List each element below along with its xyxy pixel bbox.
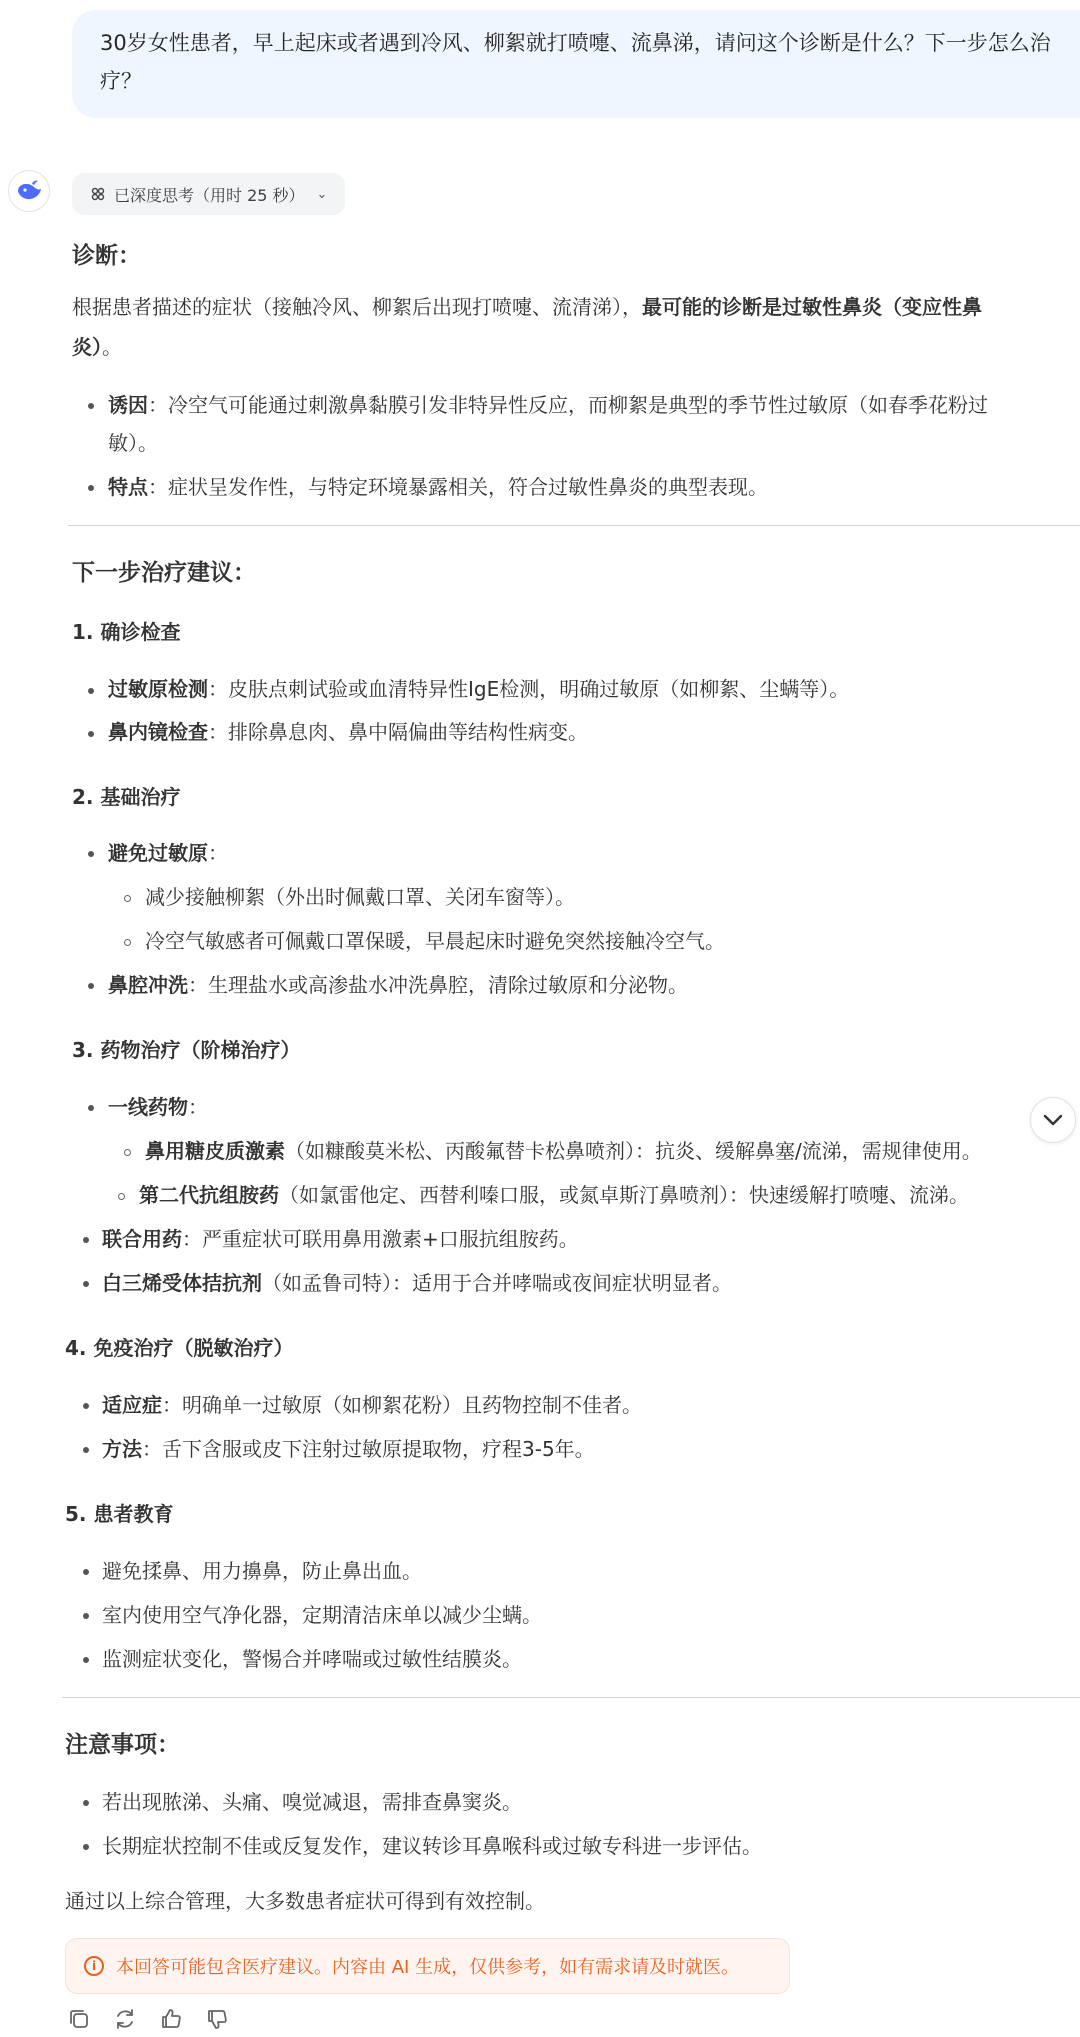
whale-logo-icon bbox=[15, 180, 43, 202]
bullet-dot bbox=[83, 1613, 89, 1619]
list-item-text: ：生理盐水或高渗盐水冲洗鼻腔，清除过敏原和分泌物。 bbox=[188, 973, 688, 997]
list-item-label: 方法 bbox=[102, 1437, 142, 1461]
user-message-bubble bbox=[72, 10, 1080, 118]
chevron-down-icon bbox=[1043, 1114, 1063, 1126]
thinking-label: 已深度思考（用时 25 秒） bbox=[114, 185, 305, 205]
diagnosis-conclusion: 最可能的诊断是过敏性鼻炎（变应性鼻 bbox=[642, 295, 982, 319]
bullet-dot bbox=[88, 1105, 94, 1111]
list-item-label: 鼻内镜检查 bbox=[108, 720, 208, 744]
list-item-label: 一线药物 bbox=[108, 1095, 188, 1119]
list-item-label: 联合用药 bbox=[102, 1227, 182, 1251]
sub-list-item-steroid bbox=[145, 1136, 982, 1166]
list-item-trigger bbox=[108, 390, 988, 420]
user-message-text: 30岁女性患者，早上起床或者遇到冷风、柳絮就打喷嚏、流鼻涕，请问这个诊断是什么？下一步怎么治疗？ bbox=[100, 31, 1051, 93]
regenerate-icon bbox=[113, 2007, 137, 2031]
diagnosis-text: 根据患者描述的症状（接触冷风、柳絮后出现打喷嚏、流清涕）， bbox=[72, 295, 642, 319]
bullet-dot bbox=[88, 688, 94, 694]
section-title-drug: 3. 药物治疗（阶梯治疗） bbox=[72, 1038, 301, 1062]
sub-list-item: 冷空气敏感者可佩戴口罩保暖，早晨起床时避免突然接触冷空气。 bbox=[145, 929, 725, 953]
list-item-text: ：严重症状可联用鼻用激素+口服抗组胺药。 bbox=[182, 1227, 579, 1251]
list-item-label: 适应症 bbox=[102, 1393, 162, 1417]
list-item-label: 诱因 bbox=[108, 393, 148, 417]
bullet-dot bbox=[88, 731, 94, 737]
bullet-dot bbox=[88, 403, 94, 409]
list-item-label: 鼻腔冲洗 bbox=[108, 973, 188, 997]
medical-disclaimer-banner bbox=[65, 1938, 790, 1994]
list-item bbox=[102, 1434, 595, 1464]
copy-button[interactable] bbox=[64, 2004, 94, 2034]
bullet-dot bbox=[83, 1657, 89, 1663]
list-item: 监测症状变化，警惕合并哮喘或过敏性结膜炎。 bbox=[102, 1647, 522, 1671]
sub-list-item-label: 鼻用糖皮质激素 bbox=[145, 1139, 285, 1163]
sub-bullet-ring bbox=[124, 939, 131, 946]
list-item-label: 避免过敏原 bbox=[108, 841, 208, 865]
list-item: 长期症状控制不佳或反复发作，建议转诊耳鼻喉科或过敏专科进一步评估。 bbox=[102, 1834, 762, 1858]
list-item-combo bbox=[102, 1224, 579, 1254]
diagnosis-conclusion-cont: 炎） bbox=[72, 335, 102, 359]
bullet-dot bbox=[83, 1237, 89, 1243]
divider bbox=[68, 525, 1080, 526]
list-item-trigger-line2: 敏）。 bbox=[108, 431, 158, 455]
scroll-to-bottom-button[interactable] bbox=[1030, 1097, 1076, 1143]
thumbs-up-button[interactable] bbox=[156, 2004, 186, 2034]
sub-list-item-text: （如氯雷他定、西替利嗪口服，或氮卓斯汀鼻喷剂）：快速缓解打喷嚏、流涕。 bbox=[279, 1183, 969, 1207]
list-item-colon: ： bbox=[208, 841, 228, 865]
sub-bullet-ring bbox=[118, 1193, 125, 1200]
list-item-avoid bbox=[108, 838, 228, 868]
list-item-label: 白三烯受体拮抗剂 bbox=[102, 1271, 262, 1295]
list-item-label: 过敏原检测 bbox=[108, 677, 208, 701]
diagnosis-paragraph-line2 bbox=[72, 332, 122, 362]
assistant-avatar bbox=[8, 170, 50, 212]
list-item-text: ：症状呈发作性，与特定环境暴露相关，符合过敏性鼻炎的典型表现。 bbox=[148, 475, 768, 499]
bullet-dot bbox=[83, 1403, 89, 1409]
sub-bullet-ring bbox=[124, 895, 131, 902]
list-item-text: ：冷空气可能通过刺激鼻黏膜引发非特异性反应，而柳絮是典型的季节性过敏原（如春季花粉过 bbox=[148, 393, 988, 417]
list-item-text: （如孟鲁司特）：适用于合并哮喘或夜间症状明显者。 bbox=[262, 1271, 732, 1295]
diagnosis-period: 。 bbox=[102, 335, 122, 359]
message-actions bbox=[64, 2004, 232, 2034]
list-item: 若出现脓涕、头痛、嗅觉减退，需排查鼻窦炎。 bbox=[102, 1790, 522, 1814]
thinking-icon bbox=[90, 186, 106, 202]
divider bbox=[62, 1697, 1080, 1698]
list-item bbox=[102, 1390, 642, 1420]
list-item-text: ：皮肤点刺试验或血清特异性IgE检测，明确过敏原（如柳絮、尘螨等）。 bbox=[208, 677, 850, 701]
treatment-heading: 下一步治疗建议： bbox=[72, 560, 256, 586]
list-item-text: ：明确单一过敏原（如柳絮花粉）且药物控制不佳者。 bbox=[162, 1393, 642, 1417]
list-item-text: ：排除鼻息肉、鼻中隔偏曲等结构性病变。 bbox=[208, 720, 588, 744]
deep-thinking-toggle[interactable] bbox=[72, 173, 345, 215]
list-item bbox=[108, 717, 588, 747]
list-item-text: ：舌下含服或皮下注射过敏原提取物，疗程3-5年。 bbox=[142, 1437, 595, 1461]
list-item: 室内使用空气净化器，定期清洁床单以减少尘螨。 bbox=[102, 1603, 542, 1627]
regenerate-button[interactable] bbox=[110, 2004, 140, 2034]
list-item-label: 特点 bbox=[108, 475, 148, 499]
sub-list-item-text: （如糠酸莫米松、丙酸氟替卡松鼻喷剂）：抗炎、缓解鼻塞/流涕，需规律使用。 bbox=[285, 1139, 982, 1163]
bullet-dot bbox=[83, 1281, 89, 1287]
sub-bullet-ring bbox=[124, 1149, 131, 1156]
section-title-basic: 2. 基础治疗 bbox=[72, 785, 181, 809]
thumbs-up-icon bbox=[159, 2007, 183, 2031]
list-item bbox=[108, 674, 849, 704]
thumbs-down-button[interactable] bbox=[202, 2004, 232, 2034]
info-icon: i bbox=[84, 1956, 104, 1976]
sub-list-item: 减少接触柳絮（外出时佩戴口罩、关闭车窗等）。 bbox=[145, 885, 575, 909]
bullet-dot bbox=[83, 1447, 89, 1453]
diagnosis-paragraph bbox=[72, 292, 982, 322]
list-item-first-line bbox=[108, 1092, 208, 1122]
bullet-dot bbox=[88, 983, 94, 989]
sub-list-item-label: 第二代抗组胺药 bbox=[139, 1183, 279, 1207]
chevron-down-icon: ⌄ bbox=[316, 186, 328, 202]
thumbs-down-icon bbox=[205, 2007, 229, 2031]
bullet-dot bbox=[88, 485, 94, 491]
disclaimer-text: 本回答可能包含医疗建议。内容由 AI 生成，仅供参考，如有需求请及时就医。 bbox=[116, 1957, 740, 1978]
bullet-dot bbox=[88, 851, 94, 857]
bullet-dot bbox=[83, 1800, 89, 1806]
conclusion-text: 通过以上综合管理，大多数患者症状可得到有效控制。 bbox=[65, 1889, 545, 1913]
list-item-rinse bbox=[108, 970, 688, 1000]
bullet-dot bbox=[83, 1844, 89, 1850]
copy-icon bbox=[67, 2007, 91, 2031]
section-title-confirm: 1. 确诊检查 bbox=[72, 620, 181, 644]
section-title-immuno: 4. 免疫治疗（脱敏治疗） bbox=[65, 1336, 294, 1360]
diagnosis-heading: 诊断： bbox=[72, 243, 141, 269]
list-item-colon: ： bbox=[188, 1095, 208, 1119]
list-item-leukotriene bbox=[102, 1268, 732, 1298]
bullet-dot bbox=[83, 1569, 89, 1575]
sub-list-item-antihistamine bbox=[139, 1180, 969, 1210]
section-title-education: 5. 患者教育 bbox=[65, 1502, 174, 1526]
list-item: 避免揉鼻、用力擤鼻，防止鼻出血。 bbox=[102, 1559, 422, 1583]
list-item-feature bbox=[108, 472, 768, 502]
notes-heading: 注意事项： bbox=[65, 1732, 180, 1758]
